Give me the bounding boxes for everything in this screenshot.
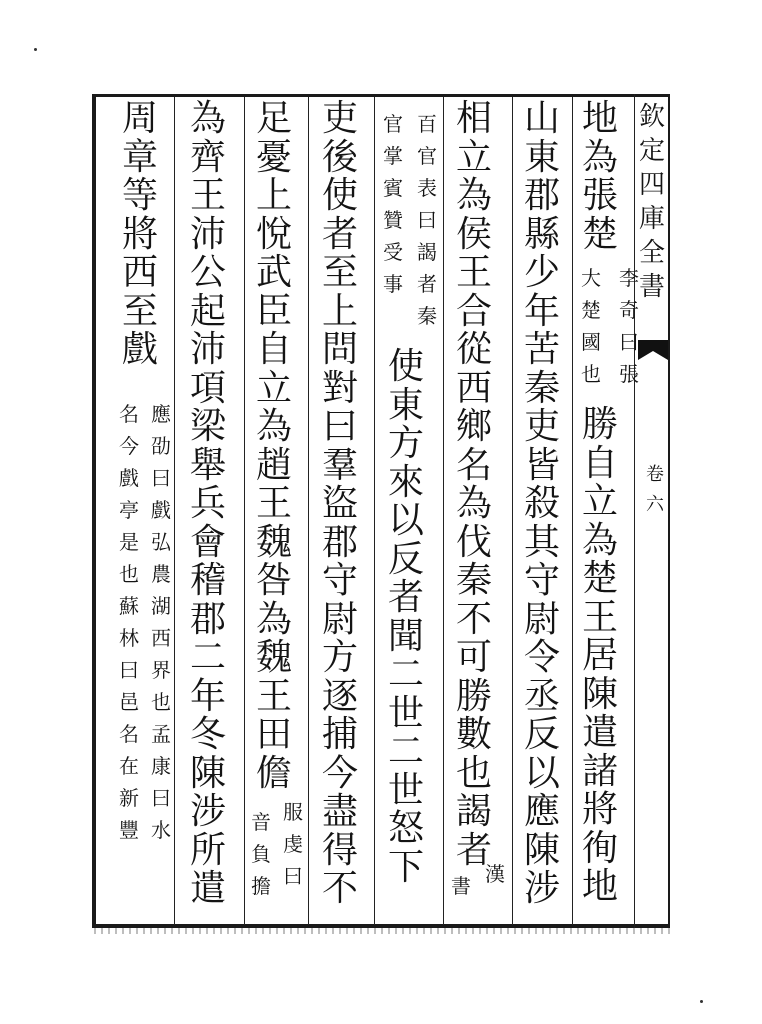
glyph: 楚 [581,558,618,599]
column-4-note-left [382,108,404,300]
column-3-main [454,100,494,870]
glyph: 勝 [581,404,618,445]
glyph: 官 [383,112,403,136]
column-6-note-left [250,806,272,902]
glyph: 自 [255,329,292,370]
glyph: 來 [387,461,424,503]
glyph: 逐 [321,675,358,717]
glyph: 縣 [523,213,560,255]
glyph: 諸 [581,750,618,792]
glyph: 王 [455,252,492,293]
glyph: 蘇 [119,594,139,618]
glyph: 曰 [321,406,358,447]
glyph: 陳 [523,829,560,871]
glyph: 魏 [255,637,292,678]
glyph: 二 [387,654,424,695]
glyph: 少 [523,252,560,293]
glyph: 今 [321,752,358,794]
glyph: 者 [387,577,424,618]
column-rule [244,97,245,925]
glyph: 等 [121,175,158,216]
column-4-note-right [416,108,438,332]
glyph: 地 [581,98,618,139]
glyph: 立 [255,367,292,409]
glyph: 年 [523,290,560,332]
glyph: 相 [455,98,492,139]
glyph: 冬 [189,714,226,755]
glyph: 為 [255,406,292,447]
glyph: 郡 [523,175,560,216]
glyph: 涉 [523,868,560,909]
column-rule [308,97,309,925]
glyph: 可 [455,637,492,678]
column-1-main-bottom [580,406,620,907]
glyph: 漢 [485,862,505,886]
glyph: 王 [255,483,292,524]
glyph: 西 [121,252,158,293]
glyph: 為 [455,175,492,216]
column-1-main-top [580,100,620,254]
glyph: 咎 [255,560,292,601]
glyph: 賓 [383,176,403,200]
glyph: 虔 [283,832,303,856]
glyph: 憂 [255,136,292,178]
glyph: 自 [581,442,618,484]
column-3-note-left [450,870,472,902]
glyph: 名 [455,444,492,486]
glyph: 居 [581,635,618,676]
glyph: 聞 [387,615,424,657]
glyph: 也 [581,362,601,386]
glyph: 皆 [523,444,560,486]
glyph: 戲 [119,466,139,490]
glyph: 以 [387,500,424,541]
glyph: 勝 [455,675,492,717]
glyph: 二 [189,637,226,678]
column-4-main [386,348,426,887]
glyph: 為 [189,98,226,139]
glyph: 立 [455,136,492,178]
glyph: 二 [387,731,424,772]
glyph: 年 [189,675,226,717]
glyph: 涉 [189,791,226,832]
glyph: 大 [581,266,601,290]
glyph: 怒 [387,808,424,849]
glyph: 為 [255,598,292,640]
glyph: 楚 [581,213,618,255]
glyph: 周 [121,98,158,139]
glyph: 將 [581,789,618,830]
glyph: 四 [638,170,665,200]
glyph: 西 [455,367,492,409]
glyph: 王 [581,596,618,638]
glyph: 楚 [581,298,601,322]
glyph: 界 [151,658,171,682]
column-3-note-right [484,858,506,890]
glyph: 奇 [619,298,639,322]
glyph: 擔 [251,874,271,898]
glyph: 新 [119,786,139,810]
glyph: 盡 [321,791,358,832]
glyph: 戲 [121,329,158,370]
glyph: 所 [189,829,226,871]
glyph: 事 [383,272,403,296]
glyph: 今 [119,434,139,458]
scan-speck [34,48,37,51]
glyph: 捕 [321,714,358,755]
glyph: 項 [189,367,226,409]
glyph: 也 [151,690,171,714]
glyph: 立 [581,481,618,522]
column-rule [174,97,175,925]
glyph: 殺 [523,483,560,524]
glyph: 孟 [151,722,171,746]
glyph: 應 [151,402,171,426]
glyph: 鄉 [455,406,492,447]
glyph: 東 [387,384,424,426]
glyph: 東 [523,136,560,178]
glyph: 亭 [119,498,139,522]
glyph: 稽 [189,560,226,601]
glyph: 表 [417,176,437,200]
glyph: 卷 [646,464,664,485]
glyph: 受 [383,240,403,264]
glyph: 田 [255,714,292,755]
glyph: 名 [119,402,139,426]
glyph: 全 [638,238,665,268]
glyph: 音 [251,810,271,834]
glyph: 秦 [417,304,437,328]
glyph: 王 [189,175,226,216]
glyph: 其 [523,521,560,563]
glyph: 謁 [455,791,492,832]
glyph: 守 [523,560,560,601]
glyph: 在 [119,754,139,778]
glyph: 合 [455,290,492,332]
glyph: 守 [321,560,358,601]
glyph: 從 [455,329,492,370]
glyph: 苦 [523,329,560,370]
column-1-note-left [580,262,602,390]
glyph: 使 [321,175,358,216]
glyph: 李 [619,266,639,290]
glyph: 應 [523,791,560,832]
column-rule [512,97,513,925]
glyph: 秦 [455,560,492,601]
glyph: 章 [121,136,158,178]
glyph: 悅 [255,213,292,255]
glyph: 遣 [581,712,618,753]
glyph: 吏 [523,406,560,447]
margin-volume [640,460,670,520]
glyph: 遣 [189,868,226,909]
glyph: 會 [189,521,226,563]
glyph: 官 [417,144,437,168]
glyph: 武 [255,252,292,293]
glyph: 兵 [189,483,226,524]
glyph: 農 [151,562,171,586]
margin-book-title [637,100,667,304]
glyph: 將 [121,213,158,255]
glyph: 不 [321,868,358,909]
glyph: 曰 [417,208,437,232]
glyph: 山 [523,98,560,139]
glyph: 儋 [255,752,292,794]
glyph: 西 [151,626,171,650]
glyph: 臣 [255,290,292,332]
glyph: 王 [255,675,292,717]
glyph: 國 [581,330,601,354]
glyph: 庫 [638,204,665,234]
glyph: 下 [387,846,424,888]
glyph: 世 [387,692,424,734]
glyph: 盜 [321,483,358,524]
glyph: 者 [417,272,437,296]
column-rule [443,97,444,925]
column-7-main [188,100,228,909]
glyph: 服 [283,800,303,824]
glyph: 數 [455,714,492,755]
glyph: 侯 [455,213,492,255]
glyph: 地 [581,866,618,907]
glyph: 曰 [119,658,139,682]
glyph: 魏 [255,521,292,563]
glyph: 以 [523,752,560,794]
glyph: 方 [321,637,358,678]
glyph: 尉 [321,598,358,640]
glyph: 郡 [189,598,226,640]
glyph: 百 [417,112,437,136]
glyph: 書 [638,272,665,302]
glyph: 負 [251,842,271,866]
glyph: 對 [321,367,358,409]
glyph: 者 [455,829,492,871]
glyph: 後 [321,136,358,178]
glyph: 欽 [638,102,665,132]
glyph: 令 [523,637,560,678]
glyph: 曰 [283,864,303,888]
glyph: 林 [119,626,139,650]
glyph: 名 [119,722,139,746]
glyph: 方 [387,423,424,464]
glyph: 吏 [321,98,358,139]
glyph: 趙 [255,444,292,486]
glyph: 為 [581,136,618,178]
glyph: 丞 [523,675,560,717]
glyph: 定 [638,136,665,166]
glyph: 世 [387,769,424,811]
glyph: 齊 [189,136,226,178]
glyph: 起 [189,290,226,332]
column-rule [374,97,375,925]
glyph: 湖 [151,594,171,618]
column-8-note-right [150,398,172,846]
glyph: 秦 [523,367,560,409]
column-2-main [522,100,562,909]
glyph: 水 [151,818,171,842]
glyph: 也 [119,562,139,586]
glyph: 沛 [189,329,226,370]
glyph: 張 [581,175,618,216]
glyph: 曰 [151,786,171,810]
glyph: 足 [255,98,292,139]
glyph: 反 [523,714,560,755]
glyph: 曰 [619,330,639,354]
glyph: 沛 [189,213,226,255]
glyph: 問 [321,329,358,370]
column-rule [572,97,573,925]
scan-speck [700,1000,703,1003]
glyph: 劭 [151,434,171,458]
glyph: 張 [619,362,639,386]
glyph: 是 [119,530,139,554]
glyph: 陳 [581,673,618,715]
glyph: 書 [451,874,471,898]
glyph: 不 [455,598,492,640]
column-6-note-right [282,796,304,892]
glyph: 羣 [321,444,358,486]
glyph: 謁 [417,240,437,264]
glyph: 也 [455,752,492,794]
glyph: 豐 [119,818,139,842]
scan-noise [94,928,670,934]
column-rule [634,97,635,925]
glyph: 戲 [151,498,171,522]
glyph: 六 [646,494,664,515]
glyph: 梁 [189,406,226,447]
column-5-main [320,100,360,909]
glyph: 陳 [189,752,226,794]
glyph: 伐 [455,521,492,563]
column-8-note-left [118,398,140,846]
column-8-main [120,100,160,370]
glyph: 曰 [151,466,171,490]
glyph: 上 [321,290,358,332]
glyph: 掌 [383,144,403,168]
column-6-main [254,100,294,793]
glyph: 者 [321,213,358,255]
glyph: 使 [387,346,424,387]
glyph: 至 [121,290,158,332]
glyph: 邑 [119,690,139,714]
glyph: 郡 [321,521,358,563]
glyph: 得 [321,829,358,871]
glyph: 尉 [523,598,560,640]
glyph: 至 [321,252,358,293]
glyph: 為 [581,519,618,561]
glyph: 公 [189,252,226,293]
glyph: 反 [387,538,424,580]
glyph: 康 [151,754,171,778]
glyph: 上 [255,175,292,216]
glyph: 舉 [189,444,226,486]
column-1-note-right [618,262,640,390]
glyph: 徇 [581,827,618,869]
glyph: 弘 [151,530,171,554]
glyph: 贊 [383,208,403,232]
glyph: 為 [455,483,492,524]
